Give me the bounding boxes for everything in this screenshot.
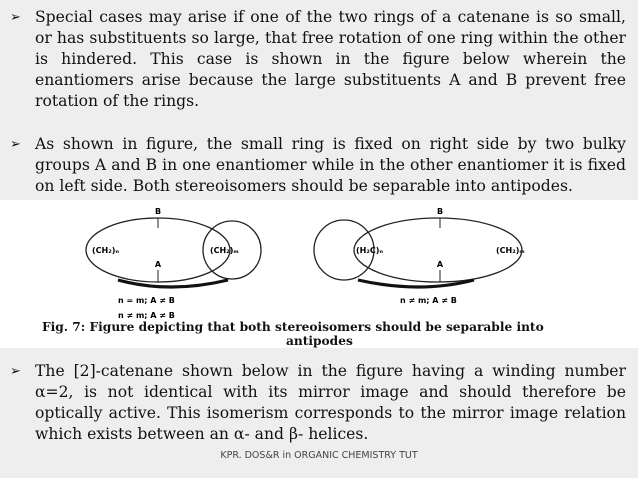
left-enantiomer xyxy=(86,207,261,320)
left-condition-2: n ≠ m; A ≠ B xyxy=(118,311,175,320)
figure-caption xyxy=(42,320,602,348)
caption-line-1: Fig. 7: Figure depicting that both stereoisomers should be separable into xyxy=(42,320,544,334)
right-label-b: B xyxy=(436,207,444,216)
right-ring-small-label: (H₂C)ₙ xyxy=(356,246,384,255)
arrow-bullet-icon: ➢ xyxy=(10,10,21,25)
right-label-a: A xyxy=(436,260,444,269)
left-label-b: B xyxy=(154,207,162,216)
left-condition-1: n = m; A ≠ B xyxy=(118,296,175,305)
right-enantiomer xyxy=(314,207,525,305)
left-ring-small-label: (CH₂)ₘ xyxy=(210,246,239,255)
bullet-text: Special cases may arise if one of the two rings of a catenane is so small, or has substituents so large, that free rotation of one ring within the other is hindered. This case is shown in the figure below wherein the enantiomers arise because the large substituents A and B prevent free rotation of the rings. xyxy=(35,8,626,110)
bullet-point-2 xyxy=(10,134,626,197)
right-condition-1: n ≠ m; A ≠ B xyxy=(400,296,457,305)
figure-7 xyxy=(0,200,638,348)
arrow-bullet-icon: ➢ xyxy=(10,364,21,379)
bullet-text: The [2]-catenane shown below in the figure having a winding number α=2, is not identical with its mirror image and should therefore be optically active. This isomerism corresponds to the mirror image relation which exists between an α- and β- helices. xyxy=(35,362,626,443)
arrow-bullet-icon: ➢ xyxy=(10,137,21,152)
right-ring-large-label: (CH₂)ₘ xyxy=(496,246,525,255)
left-label-a: A xyxy=(154,260,162,269)
bullet-text: As shown in figure, the small ring is fixed on right side by two bulky groups A and B in one enantiomer while in the other enantiomer it is fixed on left side. Both stereoisomers should be separable into antipodes. xyxy=(35,135,626,195)
slide-footer: KPR. DOS&R in ORGANIC CHEMISTRY TUT xyxy=(220,450,418,461)
bullet-point-1 xyxy=(10,7,626,112)
left-ring-large-label: (CH₂)ₙ xyxy=(92,246,120,255)
caption-line-2: antipodes xyxy=(286,334,353,348)
bullet-point-3 xyxy=(10,361,626,445)
